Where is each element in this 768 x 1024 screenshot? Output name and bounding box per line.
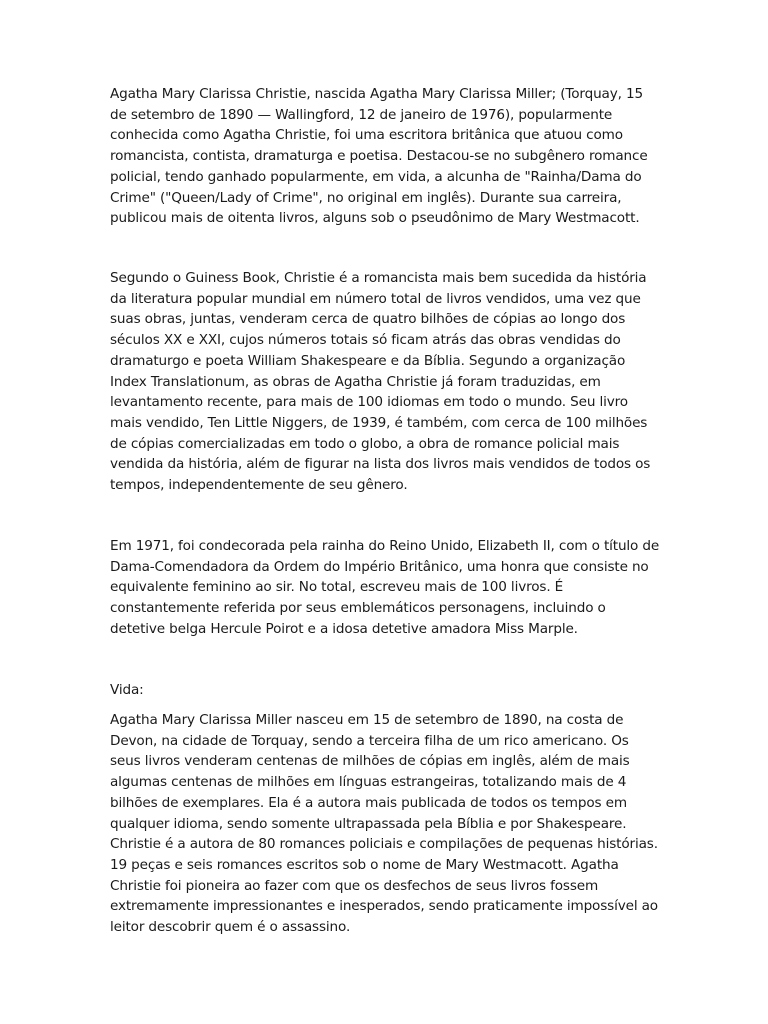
intro-paragraph: Agatha Mary Clarissa Christie, nascida Agatha Mary Clarissa Miller; (Torquay, 15 de setembro de 1890 — Wallingford, 12 de janeiro de 1976), popularmente conhecida como Agatha Christie, foi uma escritora britânica que atuou como romancista, contista, dramaturga e poetisa. Destacou-se no subgênero romance policial, tendo ganhado popularmente, em vida, a alcunha de "Rainha/Dama do Crime" ("Queen/Lady of Crime", no original em inglês). Durante sua carreira, publicou mais de oitenta livros, alguns sob o pseudônimo de Mary Westmacott. bbox=[110, 86, 648, 227]
honors-paragraph: Em 1971, foi condecorada pela rainha do Reino Unido, Elizabeth II, com o título de Dama-Comendadora da Ordem do Império Britânico, uma honra que consiste no equivalente feminino ao sir. No total, escreveu mais de 100 livros. É constantemente referida por seus emblemáticos personagens, incluindo o detetive belga Hercule Poirot e a idosa detetive amadora Miss Marple. bbox=[110, 538, 660, 637]
sales-paragraph: Segundo o Guiness Book, Christie é a romancista mais bem sucedida da história da literatura popular mundial em número total de livros vendidos, uma vez que suas obras, juntas, venderam cerca de quatro bilhões de cópias ao longo dos séculos XX e XXI, cujos números totais só ficam atrás das obras vendidas do dramaturgo e poeta William Shakespeare e da Bíblia. Segundo a organização Index Translationum, as obras de Agatha Christie já foram traduzidas, em levantamento recente, para mais de 100 idiomas em todo o mundo. Seu livro mais vendido, Ten Little Niggers, de 1939, é também, com cerca de 100 milhões de cópias comercializadas em todo o globo, a obra de romance policial mais vendida da história, além de figurar na lista dos livros mais vendidos de todos os tempos, independentemente de seu gênero. bbox=[110, 270, 651, 494]
life-paragraph: Agatha Mary Clarissa Miller nasceu em 15 de setembro de 1890, na costa de Devon, na cidade de Torquay, sendo a terceira filha de um rico americano. Os seus livros venderam centenas de milhões de cópias em inglês, além de mais algumas centenas de milhões em línguas estrangeiras, totalizando mais de 4 bilhões de exemplares. Ela é a autora mais publicada de todos os tempos em qualquer idioma, sendo somente ultrapassada pela Bíblia e por Shakespeare. Christie é a autora de 80 romances policiais e compilações de pequenas histórias. 19 peças e seis romances escritos sob o nome de Mary Westmacott. Agatha Christie foi pioneira ao fazer com que os desfechos de seus livros fossem extremamente impressionantes e inesperados, sendo praticamente impossível ao leitor descobrir quem é o assassino. bbox=[110, 712, 658, 936]
section-heading: Vida: bbox=[110, 682, 144, 698]
